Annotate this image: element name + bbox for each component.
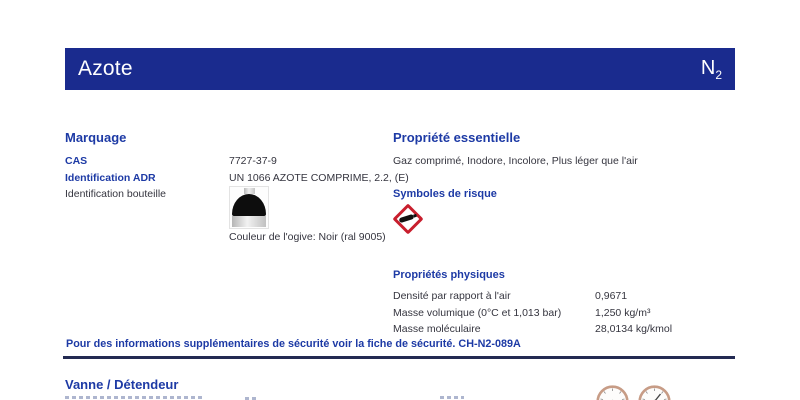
masse-volumique-row (393, 307, 743, 324)
vanne-detendeur-section-title: Vanne / Détendeur (65, 377, 179, 392)
masse-moleculaire-value: 28,0134 kg/kmol (595, 323, 673, 335)
proprietes-physiques-rows (393, 290, 743, 340)
cas-value: 7727-37-9 (229, 155, 277, 167)
formula-symbol: N (700, 56, 716, 79)
identification-adr-row (65, 172, 485, 189)
propriete-essentielle-section-title: Propriété essentielle (393, 130, 521, 145)
clipped-text-remnant (65, 396, 203, 399)
symboles-de-risque-title: Symboles de risque (393, 188, 497, 200)
pressure-gauge-icon (596, 385, 629, 400)
section-divider (63, 356, 735, 359)
densite-row (393, 290, 743, 307)
cas-label: CAS (65, 155, 88, 167)
formula-subscript: 2 (715, 67, 722, 82)
ghs04-compressed-gas-icon (392, 203, 424, 235)
identification-bouteille-label: Identification bouteille (65, 188, 166, 200)
masse-volumique-label: Masse volumique (0°C et 1,013 bar) (393, 306, 562, 319)
gas-cylinder-ogive-image (229, 186, 269, 229)
gas-description: Gaz comprimé, Inodore, Incolore, Plus léger que l'air (393, 155, 638, 167)
page-title: Azote (78, 57, 133, 80)
clipped-text-remnant (440, 396, 464, 399)
pressure-gauge-icon (638, 385, 671, 400)
chemical-formula (701, 57, 722, 82)
cylinder-ogive-black (232, 194, 266, 216)
identification-adr-value: UN 1066 AZOTE COMPRIME, 2.2, (E) (229, 171, 409, 184)
proprietes-physiques-title: Propriétés physiques (393, 269, 505, 281)
identification-adr-label: Identification ADR (65, 171, 156, 184)
header-bar (65, 48, 735, 90)
marquage-section-title: Marquage (65, 130, 127, 145)
densite-label: Densité par rapport à l'air (393, 290, 511, 302)
safety-note: Pour des informations supplémentaires de sécurité voir la fiche de sécurité. CH-N2-089A (66, 338, 521, 350)
ogive-color-caption: Couleur de l'ogive: Noir (ral 9005) (229, 231, 386, 243)
masse-moleculaire-label: Masse moléculaire (393, 323, 481, 335)
cylinder-body (232, 216, 266, 227)
masse-volumique-value: 1,250 kg/m³ (595, 306, 651, 319)
densite-value: 0,9671 (595, 290, 628, 302)
pressure-gauges (596, 385, 671, 400)
